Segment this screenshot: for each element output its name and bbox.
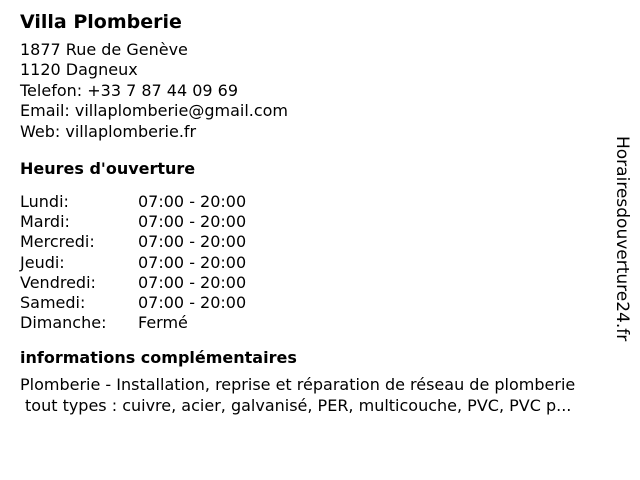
email-address: Email: villaplomberie@gmail.com bbox=[20, 101, 289, 121]
day-hours: 07:00 - 20:00 bbox=[138, 232, 247, 252]
day-hours: 07:00 - 20:00 bbox=[138, 293, 247, 313]
day-label: Vendredi: bbox=[20, 272, 96, 292]
day-hours: 07:00 - 20:00 bbox=[138, 192, 247, 212]
info-line-2: tout types : cuivre, acier, galvanisé, PER, multicouche, PVC, PVC p... bbox=[25, 395, 572, 415]
day-label: Mardi: bbox=[20, 212, 70, 232]
day-hours: 07:00 - 20:00 bbox=[138, 252, 247, 272]
address-city: 1120 Dagneux bbox=[20, 60, 138, 80]
hours-row-thursday bbox=[20, 253, 620, 273]
opening-hours-table bbox=[20, 192, 620, 333]
day-label: Dimanche: bbox=[20, 313, 107, 333]
day-label: Samedi: bbox=[20, 293, 86, 313]
hours-row-saturday bbox=[20, 293, 620, 313]
site-watermark: Horairesdouverture24.fr bbox=[612, 136, 632, 342]
additional-info-text bbox=[20, 375, 620, 416]
business-name: Villa Plomberie bbox=[20, 11, 182, 33]
address-street: 1877 Rue de Genève bbox=[20, 40, 188, 59]
day-label: Jeudi: bbox=[20, 252, 65, 272]
day-label: Lundi: bbox=[20, 192, 69, 212]
opening-hours-heading: Heures d'ouverture bbox=[20, 159, 196, 179]
day-label: Mercredi: bbox=[20, 232, 95, 252]
hours-row-wednesday bbox=[20, 232, 620, 252]
hours-row-friday bbox=[20, 273, 620, 293]
additional-info-heading: informations complémentaires bbox=[20, 348, 297, 368]
hours-row-sunday bbox=[20, 313, 620, 333]
business-card bbox=[20, 8, 620, 416]
hours-row-tuesday bbox=[20, 212, 620, 232]
phone-number: Telefon: +33 7 87 44 09 69 bbox=[20, 80, 239, 100]
day-hours: 07:00 - 20:00 bbox=[138, 212, 247, 232]
contact-details bbox=[20, 40, 620, 142]
day-hours: 07:00 - 20:00 bbox=[138, 272, 247, 292]
info-line-1: Plomberie - Installation, reprise et réparation de réseau de plomberie bbox=[20, 375, 576, 395]
day-hours: Fermé bbox=[138, 313, 188, 333]
website: Web: villaplomberie.fr bbox=[20, 121, 197, 141]
hours-row-monday bbox=[20, 192, 620, 212]
